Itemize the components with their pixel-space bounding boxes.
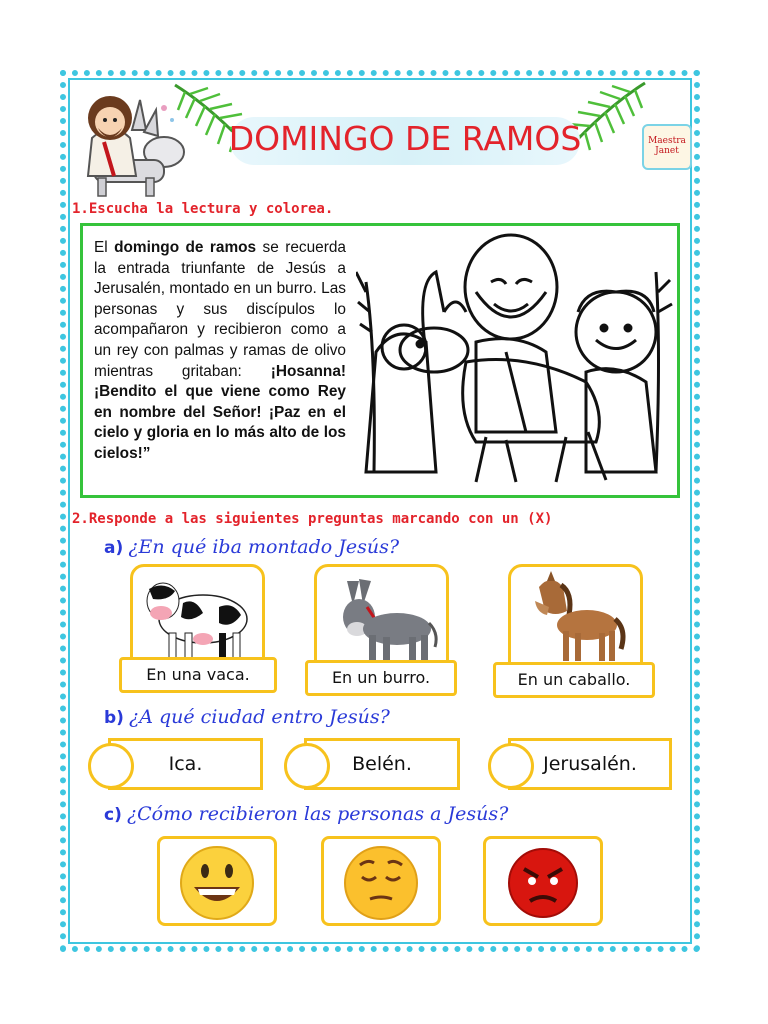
happy-face-icon xyxy=(160,839,274,923)
angry-face-card[interactable] xyxy=(483,836,603,926)
maestra-janet-logo xyxy=(642,124,692,170)
happy-face-card[interactable] xyxy=(157,836,277,926)
answer-ica-checkbox[interactable] xyxy=(88,743,134,789)
coloring-illustration-jesus-donkey xyxy=(356,232,674,492)
sad-face-card[interactable] xyxy=(321,836,441,926)
horse-card[interactable] xyxy=(508,564,643,676)
donkey-icon xyxy=(317,567,446,673)
reading-text xyxy=(94,238,346,465)
answer-cow[interactable]: En una vaca. xyxy=(119,657,277,693)
horse-icon xyxy=(511,567,640,673)
question-b-letter: b) xyxy=(104,708,124,728)
question-a xyxy=(104,536,399,558)
question-b-text: ¿A qué ciudad entro Jesús? xyxy=(129,706,390,728)
answer-belen-checkbox[interactable] xyxy=(284,743,330,789)
answer-jerusalen-checkbox[interactable] xyxy=(488,743,534,789)
answer-donkey[interactable]: En un burro. xyxy=(305,660,457,696)
question-c-text: ¿Cómo recibieron las personas a Jesús? xyxy=(126,803,509,825)
question-c xyxy=(104,803,508,825)
answer-ica[interactable]: Ica. xyxy=(108,738,263,790)
answer-jerusalen[interactable]: Jerusalén. xyxy=(508,738,672,790)
question-b xyxy=(104,706,390,728)
answer-horse[interactable]: En un caballo. xyxy=(493,662,655,698)
reading-segment: domingo de ramos xyxy=(114,239,257,256)
reading-segment: se recuerda la entrada triunfante de Jesús a Jerusalén, montado en un burro. Las personas y sus discípulos lo acompañaron y recibieron como a un rey con palmas y ramas de olivo mientras gritaban: xyxy=(94,239,346,380)
sad-face-icon xyxy=(324,839,438,923)
section-1-heading: 1.Escucha la lectura y colorea. xyxy=(72,201,334,217)
logo-line-1: Maestra xyxy=(648,136,686,146)
question-a-letter: a) xyxy=(104,538,124,558)
title-banner xyxy=(200,105,610,175)
logo-line-2: Janet xyxy=(655,146,679,156)
answer-belen[interactable]: Belén. xyxy=(304,738,460,790)
angry-face-icon xyxy=(486,839,600,923)
page-title: DOMINGO DE RAMOS xyxy=(228,119,582,158)
section-2-heading: 2.Responde a las siguientes preguntas marcando con un (X) xyxy=(72,511,553,527)
reading-segment: ¡Hosanna! ¡Bendito el que viene como Rey en nombre del Señor! ¡Paz en el cielo y gloria en lo más alto de los cielos!” xyxy=(94,362,346,462)
reading-segment: El xyxy=(94,239,115,256)
question-a-text: ¿En qué iba montado Jesús? xyxy=(128,536,400,558)
question-c-letter: c) xyxy=(104,805,122,825)
